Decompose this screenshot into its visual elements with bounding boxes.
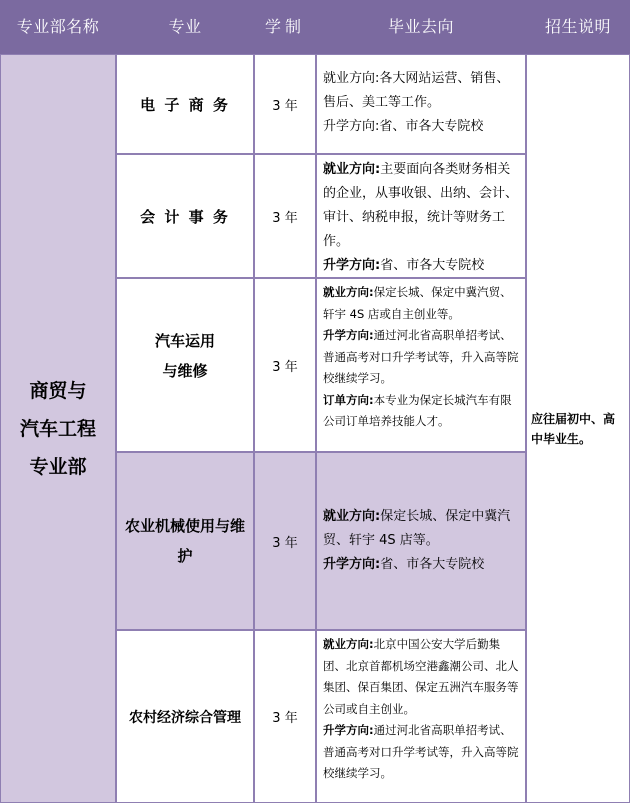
header-duration: 学制	[264, 17, 305, 36]
major-cell	[116, 278, 254, 452]
major-name: 农业机械使用与维护	[124, 517, 245, 565]
major-name: 电 子 商 务	[140, 95, 230, 114]
order-text: 本专业为保定长城汽车有限公司订单培养技能人才。	[323, 392, 512, 428]
job-label: 就业方向:	[323, 509, 381, 524]
job-text: 北京中国公安大学后勤集团、北京首都机场空港鑫潮公司、北人集团、保百集团、保定五洲汽车服务等公司或自主创业。	[323, 637, 519, 716]
job-label: 就业方向:	[323, 637, 374, 651]
study-label: 升学方向:	[323, 723, 374, 737]
duration-value: 3 年	[272, 535, 298, 551]
destination-cell	[316, 54, 526, 154]
table-header	[0, 0, 630, 54]
department-line1: 商贸与	[29, 379, 87, 402]
destination-cell	[316, 452, 526, 630]
destination-cell	[316, 154, 526, 278]
department-cell	[0, 54, 116, 803]
major-name-line1: 汽车运用	[154, 332, 215, 350]
study-text: 省、市各大专院校	[380, 258, 485, 273]
header-destination: 毕业去向	[387, 17, 454, 36]
table-body	[0, 54, 630, 803]
study-text: 通过河北省高职单招考试、普通高考对口升学考试等，升入高等院校继续学习。	[323, 328, 519, 385]
destination-cell	[316, 630, 526, 803]
study-text: 省、市各大专院校	[380, 557, 485, 572]
major-cell	[116, 452, 254, 630]
study-label: 升学方向:	[323, 328, 374, 342]
duration-cell	[254, 54, 316, 154]
duration-cell	[254, 630, 316, 803]
header-major: 专业	[168, 17, 202, 36]
duration-value: 3 年	[272, 98, 298, 114]
job-text: 各大网站运营、销售、售后、美工等工作。	[323, 71, 510, 110]
study-text: 省、市各大专院校	[379, 119, 484, 134]
duration-value: 3 年	[272, 711, 298, 726]
admission-note: 应往届初中、高中毕业生。	[531, 411, 616, 446]
header-admission: 招生说明	[544, 17, 611, 36]
major-cell	[116, 54, 254, 154]
job-label: 就业方向:	[323, 162, 381, 177]
study-label: 升学方向:	[323, 258, 381, 273]
major-cell	[116, 630, 254, 803]
duration-value: 3 年	[272, 210, 298, 226]
study-label: 升学方向:	[323, 119, 380, 134]
major-name: 会 计 事 务	[140, 207, 230, 226]
duration-value: 3 年	[272, 359, 298, 375]
admission-note-cell	[526, 54, 630, 803]
duration-cell	[254, 278, 316, 452]
job-label: 就业方向:	[323, 285, 374, 299]
header-department: 专业部名称	[16, 17, 100, 36]
job-text: 主要面向各类财务相关的企业，从事收银、出纳、会计、审计、纳税申报，统计等财务工作。	[323, 162, 519, 249]
study-text: 通过河北省高职单招考试、普通高考对口升学考试等，升入高等院校继续学习。	[323, 723, 519, 780]
major-name: 农村经济综合管理	[129, 709, 241, 726]
major-name-line2: 与维修	[162, 362, 208, 380]
study-label: 升学方向:	[323, 557, 381, 572]
job-text: 保定长城、保定中冀汽贸、轩宇 4S 店或自主创业等。	[323, 285, 512, 321]
department-line3: 专业部	[29, 455, 87, 478]
duration-cell	[254, 452, 316, 630]
job-label: 就业方向:	[323, 71, 380, 86]
major-cell	[116, 154, 254, 278]
order-label: 订单方向:	[323, 392, 374, 407]
department-line2: 汽车工程	[19, 417, 96, 440]
job-text: 保定长城、保定中冀汽贸、轩宇 4S 店等。	[323, 509, 511, 548]
duration-cell	[254, 154, 316, 278]
destination-cell	[316, 278, 526, 452]
